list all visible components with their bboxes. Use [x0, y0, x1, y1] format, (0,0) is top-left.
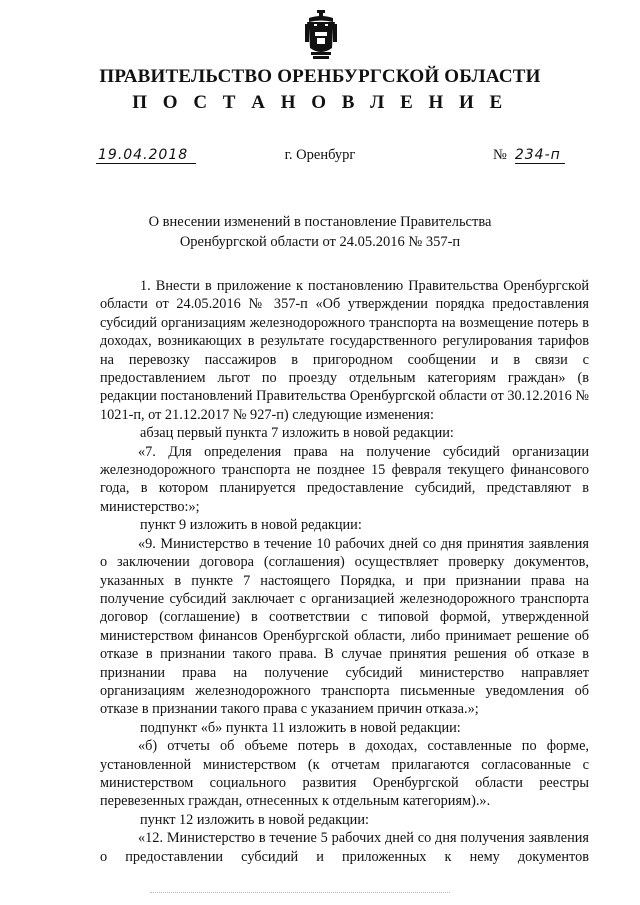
document-type: П О С Т А Н О В Л Е Н И Е	[132, 92, 508, 113]
subject-line-1: О внесении изменений в постановление Правительства	[148, 214, 492, 230]
subject	[0, 212, 640, 252]
coat-of-arms-icon	[303, 10, 339, 60]
paragraph-3: «7. Для определения права на получение субсидий организации железнодорожного транспорта не позднее 15 февраля текущего финансового года, в котором планируется предоставление субсидий, представляют в министерство:»;	[100, 443, 589, 515]
subject-line-2: Оренбургской области от 24.05.2016 № 357-п	[179, 234, 461, 250]
paragraph-9: «12. Министерство в течение 5 рабочих дней со дня получения заявления о предоставлении субсидий и приложенных к нему документов	[100, 830, 589, 865]
paragraph-1: 1. Внести в приложение к постановлению Правительства Оренбургской области от 24.05.2016 № 357-п «Об утверждении порядка предоставления субсидий организациям железнодорожного транспорта на возмещение потерь в доходах, возникающих в результате государственного регулирования тарифов на перевозку пассажиров в пригородном сообщении и в связи с предоставлением льгот по проезду отдельным категориям граждан» (в редакции постановлений Правительства Оренбургской области от 30.12.2016 № 1021-п, от 21.12.2017 № 927-п) следующие изменения:	[100, 278, 589, 423]
page-edge	[150, 892, 450, 895]
number-label: №	[493, 147, 507, 163]
date-value: 19.04.2018	[96, 147, 196, 164]
paragraph-6: подпункт «б» пункта 11 изложить в новой редакции:	[140, 719, 461, 736]
paragraph-2: абзац первый пункта 7 изложить в новой редакции:	[140, 425, 454, 442]
paragraph-8: пункт 12 изложить в новой редакции:	[140, 811, 369, 828]
paragraph-5: «9. Министерство в течение 10 рабочих дней со дня принятия заявления о заключении договора (соглашения) осуществляет проверку документов, указанных в пункте 7 настоящего Порядка, и при признании права на получение субсидий заключает с организацией железнодорожного транспорта договор (соглашение) в соответствии с типовой формой, утвержденной министерством финансов Оренбургской области, либо принимает решение об отказе в признании такого права. В случае принятия решения об отказе в признании права на получение субсидий министерство направляет организациям железнодорожного транспорта письменные уведомления об отказе в признании такого права с указанием причин отказа.»;	[100, 535, 589, 718]
document-number	[493, 147, 565, 164]
paragraph-7: «б) отчеты об объеме потерь в доходах, составленные по форме, установленной министерством (к отчетам прилагаются согласованные с министерством социального развития Оренбургской области реестры перевезенных граждан, отнесенных к отдельным категориям).».	[100, 738, 589, 810]
document-body	[100, 277, 589, 866]
government-title: ПРАВИТЕЛЬСТВО ОРЕНБУРГСКОЙ ОБЛАСТИ	[99, 66, 541, 87]
paragraph-4: пункт 9 изложить в новой редакции:	[140, 517, 362, 534]
number-value: 234-п	[515, 147, 565, 164]
city: г. Оренбург	[284, 147, 356, 163]
